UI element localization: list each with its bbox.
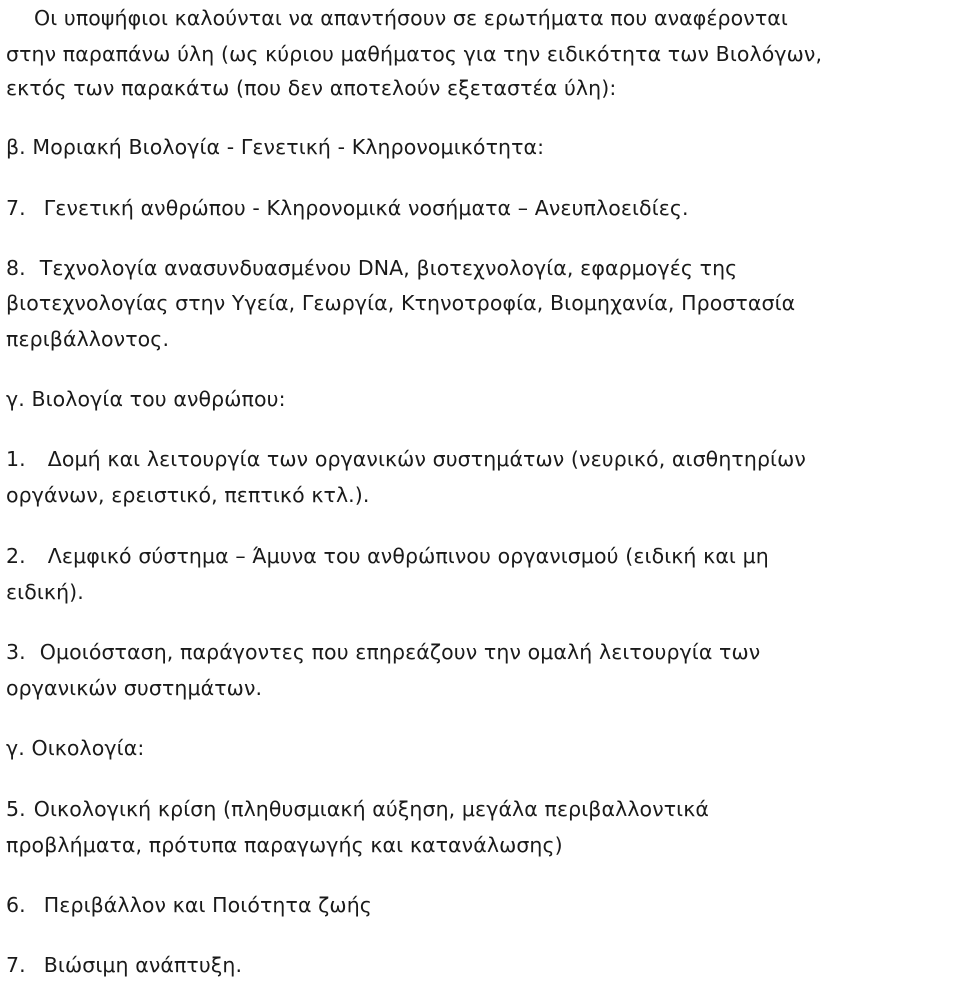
- list-item: [6, 890, 372, 920]
- item-text-continued: βιοτεχνολογίας στην Υγεία, Γεωργία, Κτηνοτροφία, Βιομηχανία, Προστασία: [6, 291, 796, 315]
- item-text: Τεχνολογία ανασυνδυασμένου DNA, βιοτεχνολογία, εφαρμογές της: [39, 256, 738, 280]
- list-item: [6, 541, 769, 571]
- item-number: 8.: [6, 256, 26, 280]
- intro-line-3: εκτός των παρακάτω (που δεν αποτελούν εξεταστέα ύλη):: [6, 76, 617, 100]
- item-number: 1.: [6, 447, 26, 471]
- item-number: 5.: [6, 797, 26, 821]
- item-text: Βιώσιμη ανάπτυξη.: [43, 953, 243, 977]
- list-item: [6, 950, 242, 980]
- item-text: Γενετική ανθρώπου - Κληρονομικά νοσήματα – Ανευπλοειδίες.: [43, 196, 689, 220]
- list-item: [6, 253, 737, 283]
- section-b-heading: β. Μοριακή Βιολογία - Γενετική - Κληρονομικότητα:: [6, 135, 545, 159]
- list-item: [6, 637, 760, 667]
- item-text: Λεμφικό σύστημα – Άμυνα του ανθρώπινου οργανισμού (ειδική και μη: [47, 544, 769, 568]
- section-g1-heading: γ. Βιολογία του ανθρώπου:: [6, 387, 286, 411]
- item-number: 3.: [6, 640, 26, 664]
- item-text: Δομή και λειτουργία των οργανικών συστημάτων (νευρικό, αισθητηρίων: [47, 447, 806, 471]
- item-text-continued: προβλήματα, πρότυπα παραγωγής και κατανάλωσης): [6, 833, 563, 857]
- item-number: 7.: [6, 196, 26, 220]
- section-g2-heading: γ. Οικολογία:: [6, 736, 145, 760]
- item-text: Οικολογική κρίση (πληθυσμιακή αύξηση, μεγάλα περιβαλλοντικά: [33, 797, 710, 821]
- list-item: [6, 794, 709, 824]
- item-text-continued: οργάνων, ερειστικό, πεπτικό κτλ.).: [6, 483, 370, 507]
- item-text: Περιβάλλον και Ποιότητα ζωής: [43, 893, 372, 917]
- intro-line-2: στην παραπάνω ύλη (ως κύριου μαθήματος για την ειδικότητα των Βιολόγων,: [6, 42, 823, 66]
- item-number: 6.: [6, 893, 26, 917]
- item-text-continued: οργανικών συστημάτων.: [6, 676, 263, 700]
- list-item: [6, 193, 689, 223]
- item-text-continued: περιβάλλοντος.: [6, 327, 170, 351]
- item-text-continued: ειδική).: [6, 580, 84, 604]
- item-number: 2.: [6, 544, 26, 568]
- item-text: Ομοιόσταση, παράγοντες που επηρεάζουν την ομαλή λειτουργία των: [39, 640, 761, 664]
- item-number: 7.: [6, 953, 26, 977]
- intro-line-1: Οι υποψήφιοι καλούνται να απαντήσουν σε ερωτήματα που αναφέρονται: [34, 6, 788, 30]
- list-item: [6, 444, 806, 474]
